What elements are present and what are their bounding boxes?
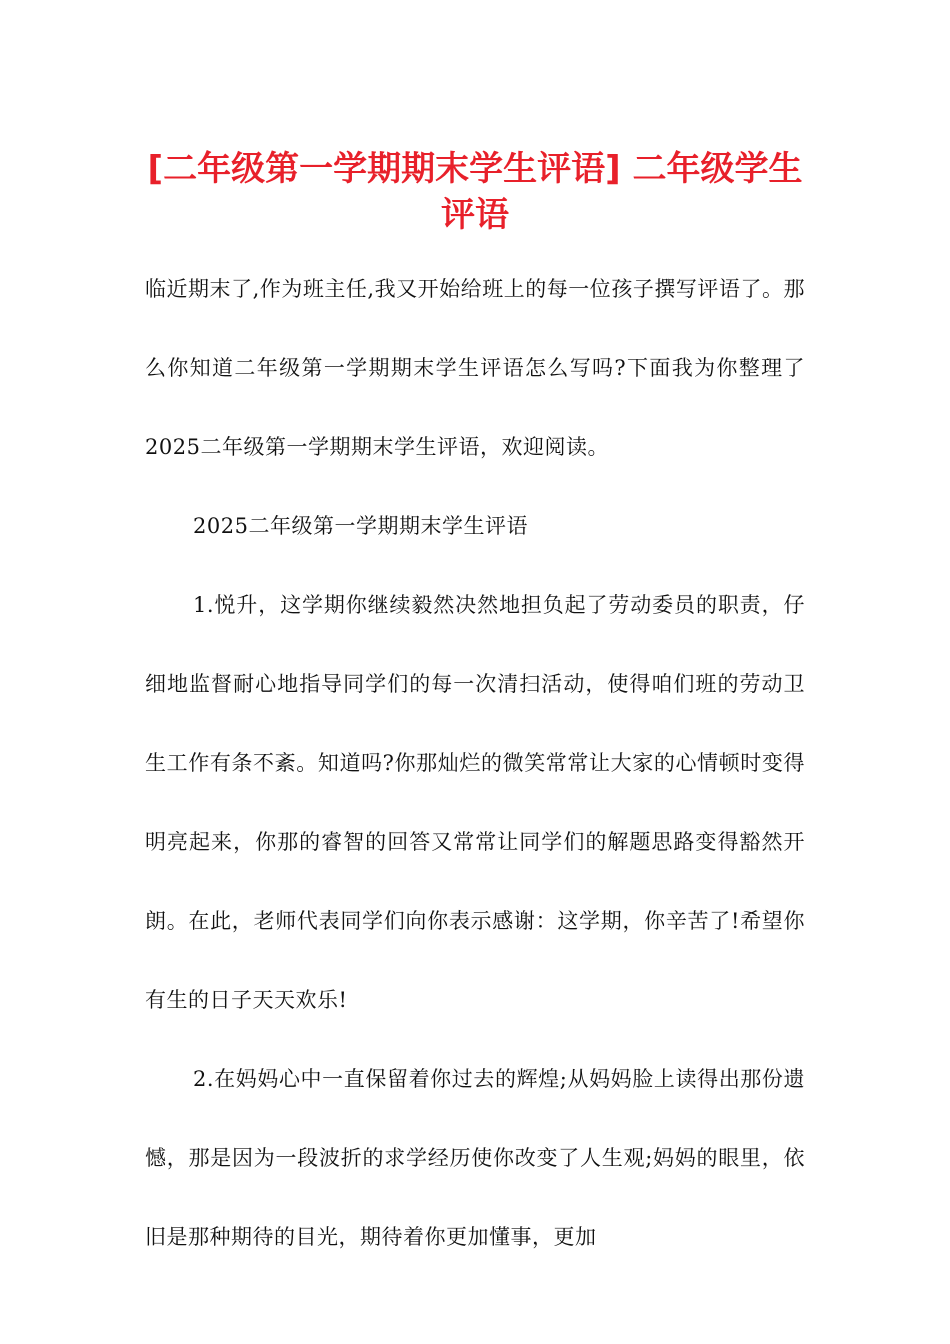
- document-title: [二年级第一学期期末学生评语] 二年级学生评语: [147, 149, 803, 235]
- document-body: [145, 250, 805, 1277]
- comment-paragraph-2: 2.在妈妈心中一直保留着你过去的辉煌;从妈妈脸上读得出那份遗憾，那是因为一段波折的求学经历使你改变了人生观;妈妈的眼里，依旧是那种期待的目光，期待着你更加懂事，更加: [145, 1067, 805, 1249]
- intro-paragraph: 临近期末了,作为班主任,我又开始给班上的每一位孩子撰写评语了。那么你知道二年级第一学期期末学生评语怎么写吗?下面我为你整理了2025二年级第一学期期末学生评语，欢迎阅读。: [145, 277, 805, 459]
- comment-paragraph-1: 1.悦升，这学期你继续毅然决然地担负起了劳动委员的职责，仔细地监督耐心地指导同学们的每一次清扫活动，使得咱们班的劳动卫生工作有条不紊。知道吗?你那灿烂的微笑常常让大家的心情顿时变得明亮起来，你那的睿智的回答又常常让同学们的解题思路变得豁然开朗。在此，老师代表同学们向你表示感谢：这学期，你辛苦了!希望你有生的日子天天欢乐!: [145, 593, 805, 1012]
- section-heading: 2025二年级第一学期期末学生评语: [193, 514, 528, 538]
